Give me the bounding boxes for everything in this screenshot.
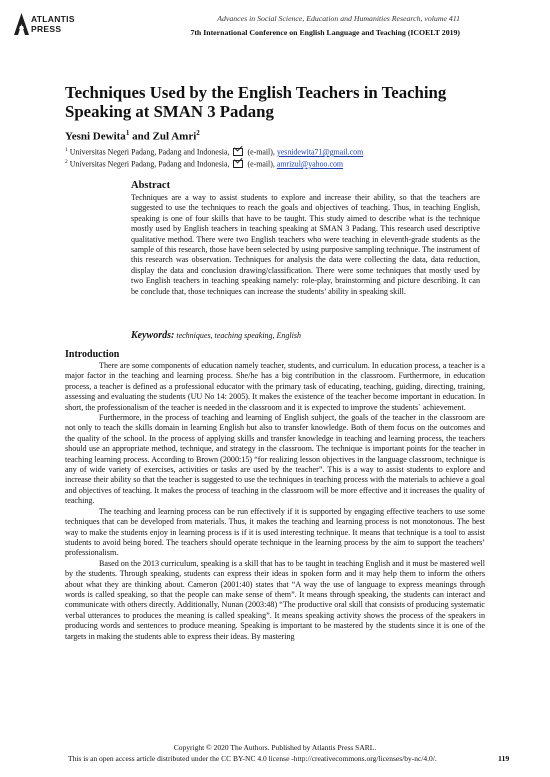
email-label: (e-mail), — [247, 147, 275, 157]
atlantis-press-logo — [14, 13, 76, 37]
author-name: Zul Amri — [152, 130, 197, 143]
logo-line-1: ATLANTIS — [31, 14, 75, 24]
abstract-heading: Abstract — [131, 180, 171, 191]
author-affil-sup: 2 — [196, 129, 200, 137]
affil-sup: 1 — [65, 147, 68, 153]
conference-name: 7th International Conference on English Language and Teaching (ICOELT 2019) — [190, 28, 460, 37]
keywords-text: techniques, teaching speaking, English — [176, 331, 301, 340]
introduction-body — [65, 361, 485, 642]
license-line: This is an open access article distributed under the CC BY-NC 4.0 license -http://creativecommons.org/licenses/by-nc/4.0/. — [68, 754, 437, 763]
page-number: 119 — [498, 754, 510, 763]
affil-sup: 2 — [65, 159, 68, 165]
affiliation-2 — [65, 157, 343, 170]
affil-text: Universitas Negeri Padang, Padang and Indonesia, — [69, 147, 230, 157]
author-name: Yesni Dewita — [65, 130, 126, 143]
keywords-line — [131, 330, 301, 341]
affil-text: Universitas Negeri Padang, Padang and Indonesia, — [69, 159, 230, 169]
email-link[interactable]: yesnidewita71@gmail.com — [276, 147, 364, 157]
atlantis-logo-icon — [14, 13, 29, 35]
author-joiner: and — [129, 130, 153, 143]
paper-title: Techniques Used by the English Teachers in Teaching Speaking at SMAN 3 Padang — [65, 83, 447, 121]
paragraph: Furthermore, in the process of teaching and learning of English subject, the goals of the teacher in the classroom are not only to teach the skills domain in learning English but also to transfer knowledge. Both of them focus on the outcomes and the quality of the school. In the process of applying skills and transfer knowledge in teaching and learning process, the teachers should use an appropriate method, technique, and strategy in the classroom. The technique is important points for the teacher in teaching learning process. According to Brown (2000:15) “for realizing lesson objectives in the language classroom, technique is any of wide variety of exercises, activities or tasks are used by the teacher”. This is a way to assist students to explore and increase their ability so that the teacher is suggested to use the techniques in teaching process with the materials to achieve a goal and objectives of teaching. It makes the process of teaching in the classroom will be more effective and it increases the quality of teaching. — [65, 413, 485, 506]
email-link[interactable]: amrizul@yahoo.com — [276, 159, 344, 169]
email-label: (e-mail), — [247, 159, 275, 169]
paragraph: The teaching and learning process can be run effectively if it is supported by engaging effective teachers to use some techniques that can be developed from materials. Thus, it makes the teaching and learning process is not monotonous. The best way to make the students enjoy in learning process is if it is used interesting technique. It means that technique is a tool to assist students to avoid being bored. The teachers should operate technique in the learning process by the aim to support the teachers’ professionalism. — [65, 506, 485, 558]
abstract-text: Techniques are a way to assist students to explore and increase their ability, so that the teachers are suggested to use the techniques to reach the goals and objectives of teaching. Thus, in teaching English, speaking is one of four skills that have to be taught. This study aimed to describe what is the technique mostly used by English teachers in teaching speaking at SMAN 3 Padang. This research used descriptive qualitative method. There were two English teachers who were teaching in eleventh-grade students as the sample of this research, those have been selected by using purposive sampling technique. The instrument of this research was observation. Techniques for analysis the data were collecting the data, data reduction, display the data and conclusion drawing/classification. There were some techniques that mostly used by two English teachers in teaching speaking namely: role-play, brainstorming and picture describing. It can be conclude that, those techniques can increase the students’ ability in speaking skill. — [131, 193, 480, 296]
keywords-label: Keywords: — [131, 330, 175, 341]
author-affil-sup: 1 — [125, 129, 130, 137]
logo-line-2: PRESS — [31, 24, 62, 34]
affiliation-1 — [65, 145, 363, 158]
paragraph: Based on the 2013 curriculum, speaking is a skill that has to be taught in teaching English and it must be mastered well by the students. Through speaking, students can express their ideas in spoken form and it may help them to inform the others about what they are thinking about. Cameron (2001:40) states that “A way the use of language to express meanings through words is called speaking, so that the people can make sense of them”. It means through speaking, the students can interact and communicate with others directly. Additionally, Nunan (2003:48) “The productive oral skill that consists of producing systematic verbal utterances to produces the meaning is called speaking”. It means speaking activity shows the process of the speakers in producing words and sentences to produce meaning. Speaking is important to be mastered by the students since it is one of the targets in making the students able to express their ideas. By mastering — [65, 558, 485, 641]
paragraph: There are some components of education namely teacher, students, and curriculum. In education process, a teacher is a major factor in the teaching and learning process. She/he has a big contribution in the classroom. Furthermore, in education process, a teacher is defined as a professional educator with the primary task of educating, teaching, guiding, directing, training, assessing and evaluating the students (UU No 14: 2005). It makes the existence of the teacher become important in education. In short, the professionalism of the teacher is needed in the classroom and it is expected to improve the students` achievement. — [65, 361, 485, 412]
copyright-line: Copyright © 2020 The Authors. Published by Atlantis Press SARL. — [173, 743, 377, 752]
journal-name: Advances in Social Science, Education and Humanities Research, volume 411 — [217, 14, 460, 23]
introduction-heading: Introduction — [65, 349, 120, 360]
logo-text — [31, 14, 75, 34]
envelope-icon — [233, 160, 243, 168]
author-line — [65, 129, 200, 143]
